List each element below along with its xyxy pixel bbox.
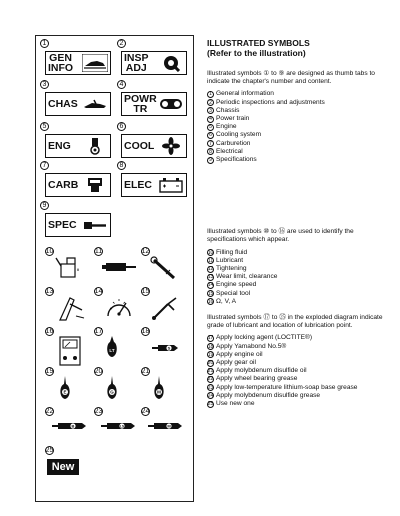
tab-label: ELEC [124,179,153,191]
list-item [207,140,395,148]
symbol-number-5: 5 [40,122,49,131]
list-item [207,265,395,273]
item-number-circle: 3 [207,107,214,114]
chapter-intro-text: Illustrated symbols ① to ⑨ are designed as thumb tabs to indicate the chapter's number and content. [207,70,375,86]
tab-label: POWR [124,93,157,105]
list-item [207,392,395,400]
lubricant-gun-icon [102,260,138,274]
symbol-number-2: 2 [117,39,126,48]
symbol-number-8: 8 [117,161,126,170]
item-text: Specifications [216,156,257,164]
oil-can-letter: E [63,389,67,395]
tab-label: ENG [48,140,71,152]
list-item [207,156,395,164]
engine-oil-can-icon [58,376,72,400]
list-item [207,367,395,375]
symbol-number-9: 9 [40,201,49,210]
symbol-number-12: 12 [141,248,150,255]
filling-fluid-icon [55,254,83,280]
item-text: Apply engine oil [216,350,263,358]
symbol-number-15: 15 [141,288,150,295]
item-number-circle: 23 [207,384,214,391]
sealant-tube-icon [152,343,180,353]
list-item [207,359,395,367]
oil-can-letter: M [157,389,161,395]
list-item [207,115,395,123]
item-text: Filling fluid [216,248,248,256]
explanation-column [207,38,395,408]
belt-drive-icon [158,95,184,113]
list-item [207,351,395,359]
item-number-circle: 12 [207,265,214,272]
item-text: Apply molybdenum disulfide grease [216,391,321,399]
tab-insp-adj [121,51,187,75]
tab-label: TR [133,103,148,115]
list-item [207,343,395,351]
battery-icon [158,176,184,194]
item-number-circle: 15 [207,290,214,297]
heading-line-1: ILLUSTRATED SYMBOLS [207,38,310,48]
oil-can-letter: G [110,389,114,395]
symbol-number-6: 6 [117,122,126,131]
item-text: Special tool [216,289,251,297]
grease-letter: LS [119,424,125,429]
item-text: Power train [216,115,250,123]
item-number-circle: 18 [207,343,214,350]
tab-gen-info [45,51,111,75]
moly-oil-can-icon [152,376,166,400]
item-text: Engine speed [216,281,257,289]
symbol-number-20: 20 [94,368,103,375]
item-number-circle: 2 [207,99,214,106]
tab-carb [45,173,111,197]
page-heading [207,38,395,58]
tab-label: SPEC [48,219,77,231]
moly-grease-icon [148,421,184,431]
list-item [207,99,395,107]
bolt-spec-icon [82,216,108,234]
snowmobile-icon [82,54,108,72]
lube-symbol-list [207,334,395,408]
lube-intro-text: Illustrated symbols ⑰ to ㉕ in the exploded diagram indicate grade of lubricant and location of lubrication point. [207,314,383,330]
spec-symbol-list [207,249,395,306]
item-text: Apply locking agent (LOCTITE®) [216,334,313,342]
list-item [207,123,395,131]
symbol-number-22: 22 [45,408,54,415]
list-item [207,298,395,306]
wheel-bearing-grease-icon [52,421,88,431]
list-item [207,281,395,289]
list-item [207,257,395,265]
torque-wrench-icon [150,256,180,282]
item-number-circle: 21 [207,368,214,375]
tab-label: CHAS [48,98,78,110]
lithium-grease-icon [101,421,137,431]
tube-letter: S [167,345,171,351]
item-number-circle: 13 [207,274,214,281]
item-text: Carburetion [216,139,251,147]
list-item [207,400,395,408]
symbol-number-11: 11 [94,248,103,255]
list-item [207,290,395,298]
item-text: Chassis [216,106,240,114]
item-number-circle: 5 [207,124,214,131]
tab-spec [45,213,111,237]
item-text: Tightening [216,265,247,273]
item-number-circle: 8 [207,148,214,155]
multimeter-icon [58,336,82,366]
piston-icon [82,137,108,155]
list-item [207,131,395,139]
gear-oil-can-icon [105,376,119,400]
fan-icon [158,137,184,155]
locking-agent-bottle-icon [105,336,119,358]
item-number-circle: 10 [207,249,214,256]
item-text: Use new one [216,400,255,408]
item-text: Apply Yamabond No.5® [216,342,287,350]
chassis-icon [82,95,108,113]
item-text: Lubricant [216,256,244,264]
tab-cool [121,134,187,158]
item-text: Ω, V, A [216,297,237,305]
item-text: Wear limit, clearance [216,273,278,281]
item-number-circle: 6 [207,132,214,139]
item-text: Apply low-temperature lithium-soap base grease [216,383,358,391]
item-text: General information [216,90,274,98]
bottle-letter: LT [109,348,115,353]
symbol-number-14: 14 [94,288,103,295]
tab-powr-tr [121,92,187,116]
item-number-circle: 7 [207,140,214,147]
tab-label: INFO [48,62,74,74]
symbol-number-24: 24 [141,408,150,415]
symbol-number-10: 10 [45,248,54,255]
list-item [207,90,395,98]
item-text: Engine [216,123,237,131]
item-number-circle: 9 [207,157,214,164]
symbol-number-1: 1 [40,39,49,48]
item-number-circle: 1 [207,91,214,98]
tab-label: GEN [49,52,72,64]
symbol-number-7: 7 [40,161,49,170]
item-number-circle: 20 [207,359,214,366]
symbol-number-18: 18 [141,328,150,335]
item-number-circle: 22 [207,376,214,383]
tab-label: INSP [124,52,149,64]
tab-label: COOL [124,140,155,152]
tab-label: ADJ [125,62,147,74]
item-text: Apply wheel bearing grease [216,375,298,383]
list-item [207,249,395,257]
heading-line-2: (Refer to the illustration) [207,48,306,58]
caliper-icon [56,294,86,322]
list-item [207,375,395,383]
grease-letter: M [167,423,171,429]
item-number-circle: 24 [207,392,214,399]
symbol-number-17: 17 [94,328,103,335]
symbol-number-13: 13 [45,288,54,295]
grease-letter: B [71,423,75,429]
item-text: Apply molybdenum disulfide oil [216,367,307,375]
tab-elec [121,173,187,197]
chapter-list [207,90,395,164]
item-text: Periodic inspections and adjustments [216,98,325,106]
new-part-badge: New [47,459,79,475]
tab-label: CARB [48,179,79,191]
item-number-circle: 19 [207,351,214,358]
list-item [207,273,395,281]
special-tool-icon [150,294,180,322]
symbol-number-19: 19 [45,368,54,375]
item-number-circle: 4 [207,116,214,123]
item-number-circle: 16 [207,298,214,305]
carburetor-icon [82,176,108,194]
list-item [207,384,395,392]
symbol-number-21: 21 [141,368,150,375]
item-number-circle: 25 [207,401,214,407]
symbol-number-25: 25 [45,447,54,454]
tab-eng [45,134,111,158]
list-item [207,148,395,156]
spec-intro-text: Illustrated symbols ⑩ to ⑯ are used to identify the specifications which appear. [207,228,354,244]
symbol-number-23: 23 [94,408,103,415]
list-item [207,334,395,342]
item-number-circle: 17 [207,335,214,342]
item-text: Cooling system [216,131,262,139]
wrench-inspection-icon [158,54,184,72]
item-number-circle: 11 [207,257,214,264]
symbol-number-4: 4 [117,80,126,89]
item-text: Apply gear oil [216,359,256,367]
tachometer-icon [104,294,134,322]
item-text: Electrical [216,147,243,155]
list-item [207,107,395,115]
tab-chas [45,92,111,116]
item-number-circle: 14 [207,282,214,289]
symbol-number-3: 3 [40,80,49,89]
symbol-number-16: 16 [45,328,54,335]
